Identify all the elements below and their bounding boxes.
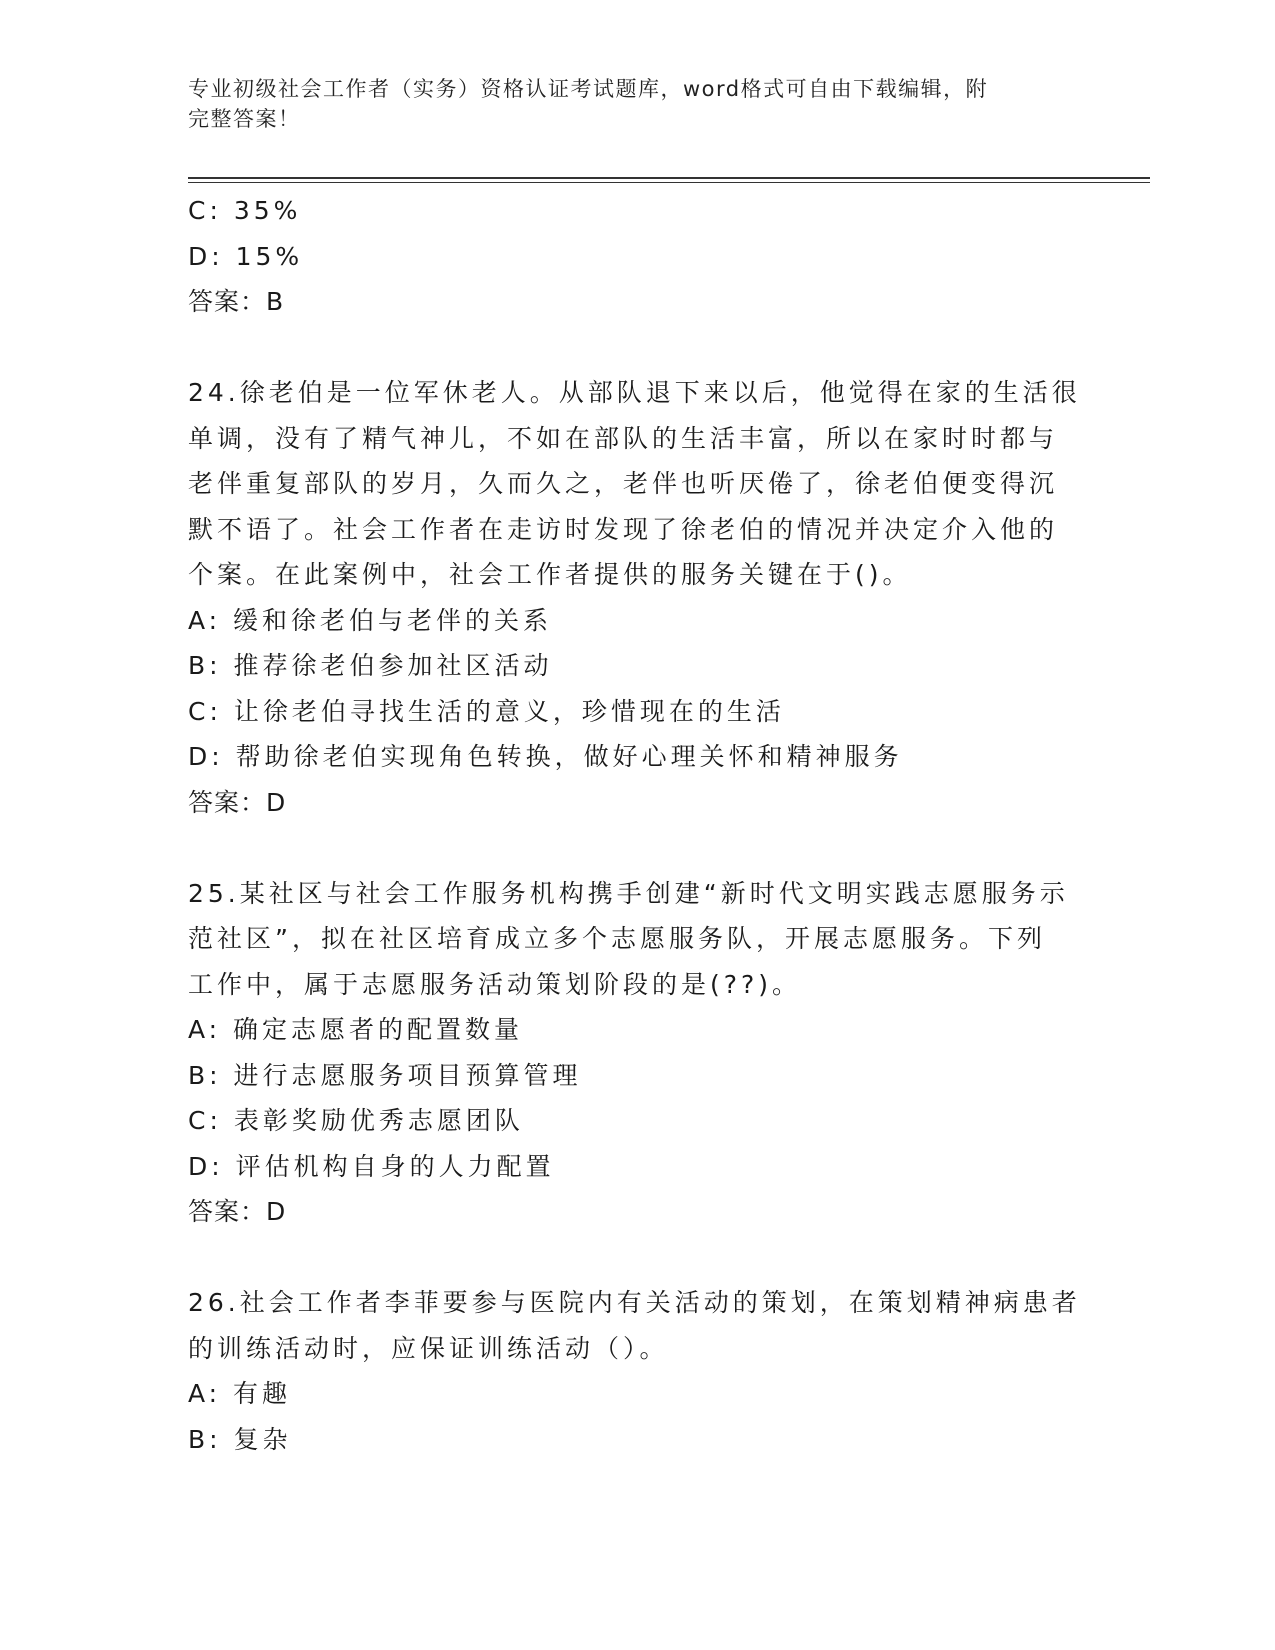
option-a: A: 缓和徐老伯与老伴的关系 — [188, 605, 553, 635]
option-a: A: 有趣 — [188, 1379, 292, 1408]
answer-line: 答案：D — [188, 1197, 287, 1226]
stem-line: 26.社会工作者李菲要参与医院内有关活动的策划，在策划精神病患者 — [188, 1288, 1081, 1317]
option-c: C: 35% — [188, 196, 302, 225]
answer-line: 答案：B — [188, 287, 285, 316]
stem-line: 工作中，属于志愿服务活动策划阶段的是(??)。 — [188, 969, 802, 999]
header-divider-thin — [188, 182, 1150, 183]
stem-line: 25.某社区与社会工作服务机构携手创建“新时代文明实践志愿服务示 — [188, 878, 1069, 908]
header-divider-thick — [188, 177, 1150, 179]
question-stem — [188, 871, 1088, 1008]
spacer — [188, 1235, 1088, 1281]
option-c: C: 让徐老伯寻找生活的意义，珍惜现在的生活 — [188, 696, 785, 726]
header-line-1: 专业初级社会工作者（实务）资格认证考试题库，word格式可自由下载编辑，附 — [188, 77, 989, 101]
document-header — [188, 74, 1068, 134]
spacer — [188, 325, 1088, 371]
question-26 — [188, 1280, 1088, 1462]
question-25 — [188, 871, 1088, 1235]
option-b: B: 复杂 — [188, 1424, 292, 1454]
stem-line: 的训练活动时，应保证训练活动（）。 — [188, 1333, 669, 1363]
question-stem — [188, 370, 1088, 598]
question-stem — [188, 1280, 1088, 1371]
option-d: D: 15% — [188, 241, 304, 271]
spacer — [188, 825, 1088, 871]
header-line-2: 完整答案！ — [188, 107, 301, 131]
question-content — [188, 188, 1088, 1462]
stem-line: 默不语了。社会工作者在走访时发现了徐老伯的情况并决定介入他的 — [188, 514, 1059, 544]
stem-line: 24.徐老伯是一位军休老人。从部队退下来以后，他觉得在家的生活很 — [188, 378, 1081, 407]
previous-question-tail — [188, 188, 1088, 325]
answer-line: 答案：D — [188, 787, 287, 817]
option-d: D: 帮助徐老伯实现角色转换，做好心理关怀和精神服务 — [188, 742, 903, 771]
stem-line: 单调，没有了精气神儿，不如在部队的生活丰富，所以在家时时都与 — [188, 423, 1059, 453]
stem-line: 范社区”，拟在社区培育成立多个志愿服务队，开展志愿服务。下列 — [188, 924, 1046, 953]
option-b: B: 推荐徐老伯参加社区活动 — [188, 651, 553, 680]
option-c: C: 表彰奖励优秀志愿团队 — [188, 1106, 524, 1135]
stem-line: 老伴重复部队的岁月，久而久之，老伴也听厌倦了，徐老伯便变得沉 — [188, 469, 1059, 498]
stem-line: 个案。在此案例中，社会工作者提供的服务关键在于()。 — [188, 560, 912, 589]
option-a: A: 确定志愿者的配置数量 — [188, 1015, 524, 1044]
option-b: B: 进行志愿服务项目预算管理 — [188, 1060, 582, 1090]
option-d: D: 评估机构自身的人力配置 — [188, 1151, 555, 1181]
question-24 — [188, 370, 1088, 825]
